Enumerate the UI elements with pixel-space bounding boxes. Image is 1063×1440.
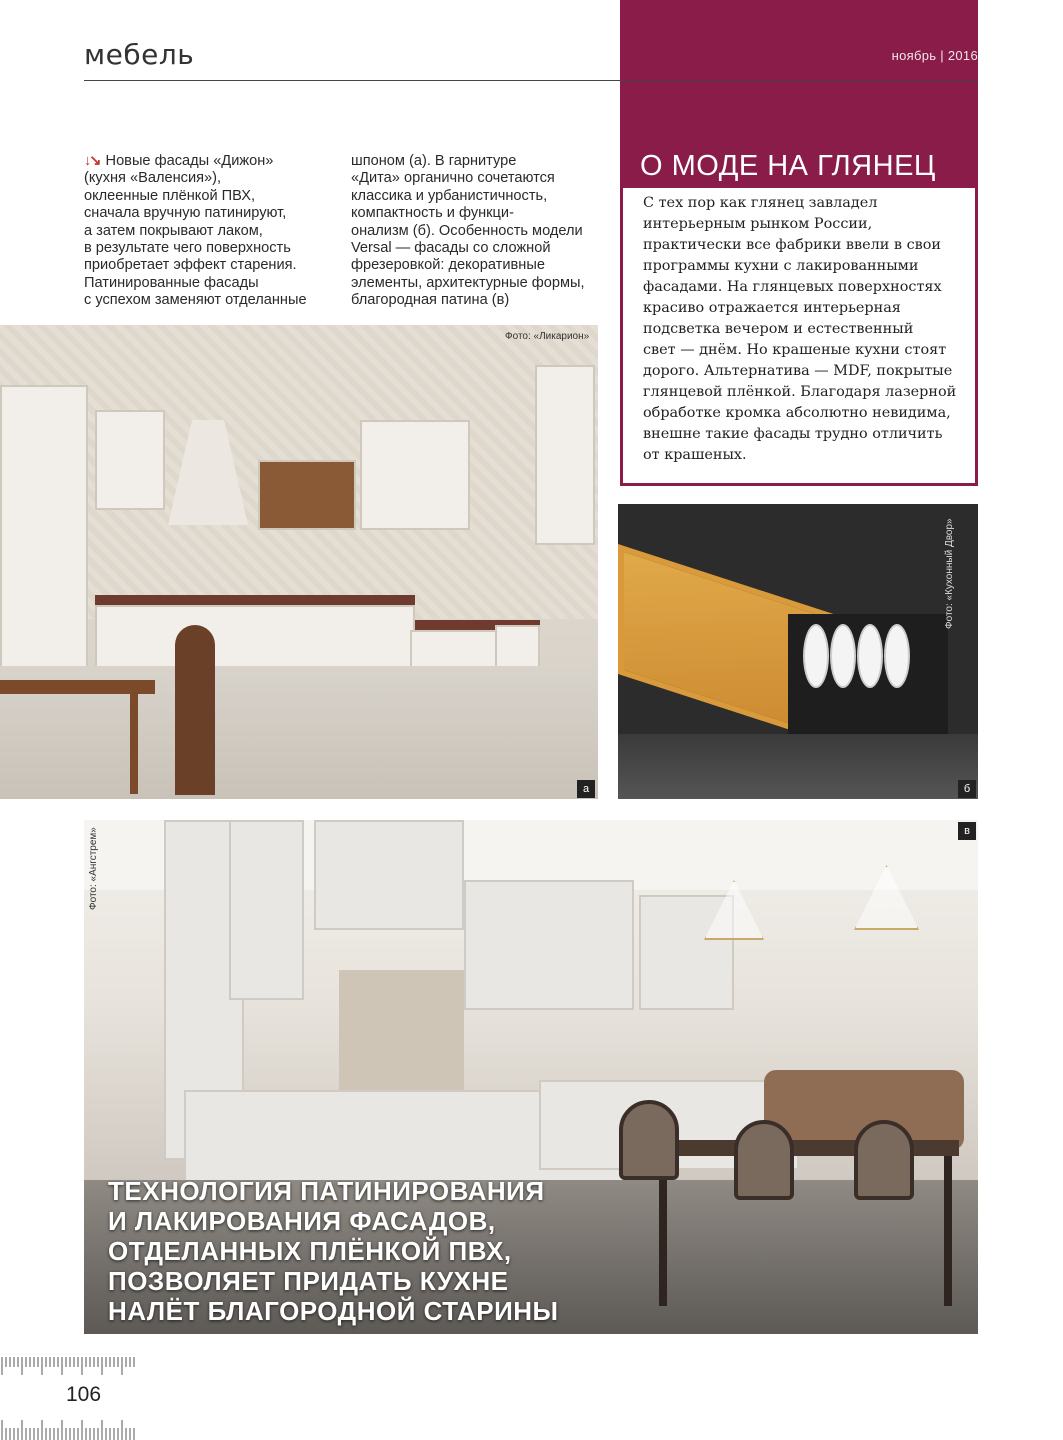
wall-cabinet [464, 880, 634, 1010]
table-leg [944, 1156, 952, 1306]
oven-column [0, 385, 88, 675]
wall-cabinet [360, 420, 470, 530]
caption-arrows-icon: ↓↘ [84, 153, 100, 169]
countertop [618, 734, 978, 799]
headline-line: И ЛАКИРОВАНИЯ ФАСАДОВ, [108, 1206, 496, 1236]
plate [830, 624, 856, 688]
sidebar-line: подсветка вечером и естественный [643, 321, 914, 337]
headline [108, 1176, 559, 1326]
caption-line: Патинированные фасады [84, 274, 259, 291]
caption-line: онализм (б). Особенность модели [351, 222, 583, 239]
sidebar-line: свет — днём. Но крашеные кухни стоят [643, 342, 947, 358]
caption-line: шпоном (а). В гарнитуре [351, 153, 517, 169]
caption-line: классика и урбанистичность, [351, 187, 548, 204]
dining-table [0, 680, 155, 694]
sidebar-text [643, 193, 973, 466]
sidebar-line: интерьерным рынком России, [643, 216, 873, 232]
wall-cabinet [314, 820, 464, 930]
sidebar-title: О МОДЕ НА ГЛЯНЕЦ [640, 150, 936, 182]
sidebar-line: программы кухни с лакированными [643, 258, 919, 274]
page-number: 106 [66, 1383, 102, 1406]
sidebar-line: С тех пор как глянец завладел [643, 195, 878, 211]
caption-line: оклеенные плёнкой ПВХ, [84, 187, 256, 204]
caption-line: компактность и функци- [351, 205, 514, 222]
photo-credit-b: Фото: «Кухонный Двор» [944, 518, 955, 629]
sidebar-line: глянцевой плёнкой. Благодаря лазерной [643, 384, 957, 400]
tall-cabinet [535, 365, 595, 545]
caption-line: (кухня «Валенсия»), [84, 170, 222, 187]
kitchen-photo-a [0, 325, 598, 799]
caption-line: фрезеровкой: декоративные [351, 257, 545, 274]
sidebar-line: дорого. Альтернатива — MDF, покрытые [643, 363, 953, 379]
open-shelf [258, 460, 356, 530]
plate [884, 624, 910, 688]
kitchen-photo-b [618, 504, 978, 799]
caption-line: Versal — фасады со сложной [351, 240, 551, 257]
caption-right [351, 153, 601, 310]
section-title: мебель [84, 38, 195, 71]
headline-line: НАЛЁТ БЛАГОРОДНОЙ СТАРИНЫ [108, 1296, 559, 1326]
dining-chair [619, 1100, 679, 1180]
caption-line: сначала вручную патинируют, [84, 205, 287, 222]
photo-credit-c: Фото: «Ангстрем» [88, 827, 99, 910]
caption-line: в результате чего поверхность [84, 240, 291, 257]
dining-chair [854, 1120, 914, 1200]
glass-cabinet [229, 820, 304, 1000]
caption-line: «Дита» органично сочетаются [351, 170, 555, 187]
countertop [95, 595, 415, 605]
sidebar-line: красиво отражается интерьерная [643, 300, 901, 316]
dining-chair [734, 1120, 794, 1200]
headline-line: ТЕХНОЛОГИЯ ПАТИНИРОВАНИЯ [108, 1176, 545, 1206]
sidebar-line: фасадами. На глянцевых поверхностях [643, 279, 942, 295]
table-leg [130, 694, 138, 794]
header-divider [84, 80, 978, 81]
photo-label-a: а [577, 780, 595, 798]
wall-cabinet [95, 410, 165, 510]
dining-chair [175, 625, 215, 795]
backsplash [339, 970, 464, 1090]
plate [803, 624, 829, 688]
headline-line: ПОЗВОЛЯЕТ ПРИДАТЬ КУХНЕ [108, 1266, 509, 1296]
plate [857, 624, 883, 688]
caption-line: а затем покрывают лаком, [84, 222, 263, 239]
caption-line: элементы, архитектурные формы, [351, 274, 585, 291]
photo-label-c: в [958, 822, 976, 840]
sidebar-line: внешне такие фасады трудно отличить [643, 426, 943, 442]
issue-date: ноябрь | 2016 [891, 48, 978, 63]
caption-line: приобретает эффект старения. [84, 257, 297, 274]
headline-line: ОТДЕЛАННЫХ ПЛЁНКОЙ ПВХ, [108, 1236, 512, 1266]
caption-line: Новые фасады «Дижон» [105, 153, 274, 169]
photo-label-b: б [958, 780, 976, 798]
sidebar-line: обработке кромка абсолютно невидима, [643, 405, 951, 421]
photo-credit-a: Фото: «Ликарион» [505, 331, 590, 342]
caption-line: с успехом заменяют отделанные [84, 292, 307, 309]
sidebar-line: практически все фабрики ввели в свои [643, 237, 942, 253]
caption-line: благородная патина (в) [351, 292, 510, 309]
caption-left [84, 153, 324, 310]
sidebar-line: от крашеных. [643, 447, 747, 463]
